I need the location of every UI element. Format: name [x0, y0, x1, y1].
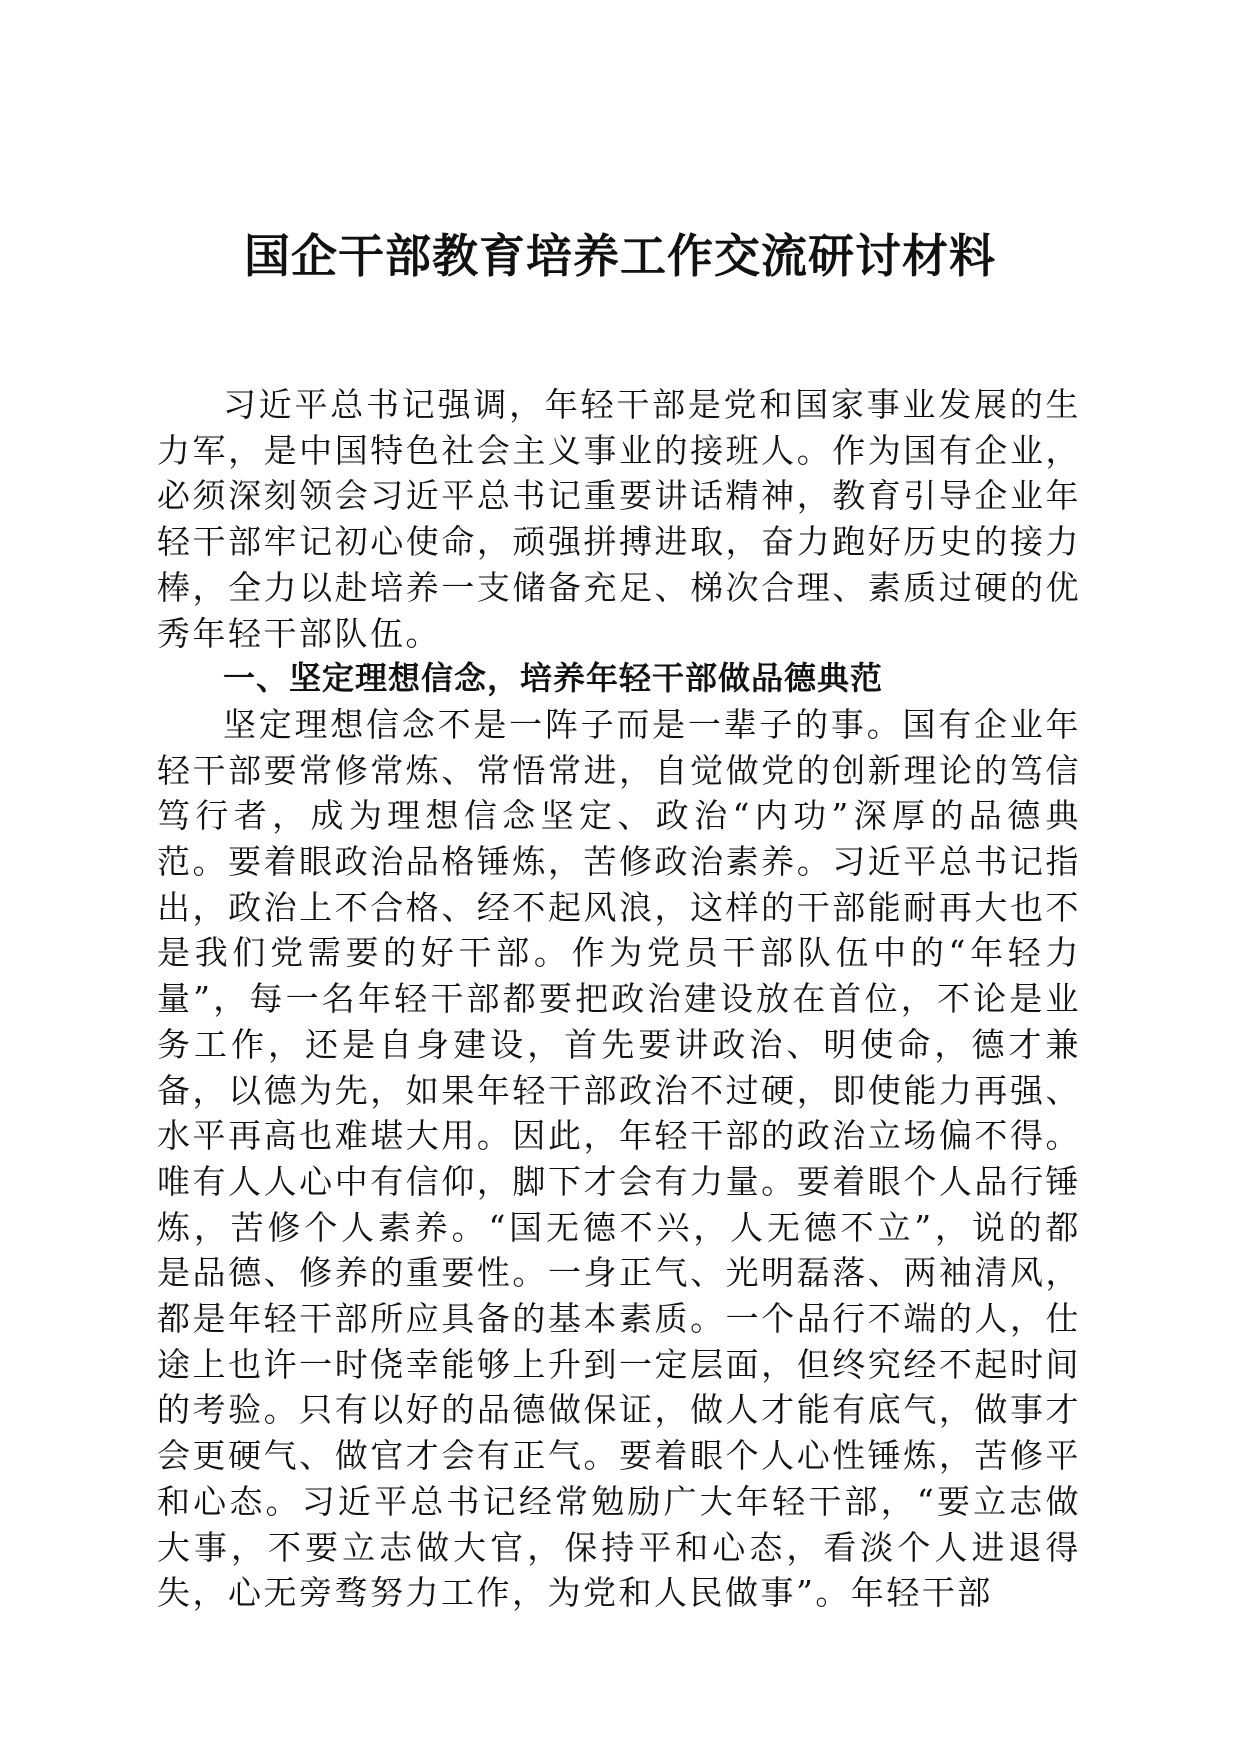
document-title: 国企干部教育培养工作交流研讨材料: [244, 229, 996, 283]
section-1-paragraph: 坚定理想信念不是一阵子而是一辈子的事。国有企业年轻干部要常修常炼、常悟常进，自觉做党的创新理论的笃信笃行者，成为理想信念坚定、政治“内功”深厚的品德典范。要着眼政治品格锤炼，苦修政治素养。习近平总书记指出，政治上不合格、经不起风浪，这样的干部能耐再大也不是我们党需要的好干部。作为党员干部队伍中的“年轻力量”，每一名年轻干部都要把政治建设放在首位，不论是业务工作，还是自身建设，首先要讲政治、明使命，德才兼备，以德为先，如果年轻干部政治不过硬，即使能力再强、水平再高也难堪大用。因此，年轻干部的政治立场偏不得。唯有人人心中有信仰，脚下才会有力量。要着眼个人品行锤炼，苦修个人素养。“国无德不兴，人无德不立”，说的都是品德、修养的重要性。一身正气、光明磊落、两袖清风，都是年轻干部所应具备的基本素质。一个品行不端的人，仕途上也许一时侥幸能够上升到一定层面，但终究经不起时间的考验。只有以好的品德做保证，做人才能有底气，做事才会更硬气、做官才会有正气。要着眼个人心性锤炼，苦修平和心态。习近平总书记经常勉励广大年轻干部，“要立志做大事，不要立志做大官，保持平和心态，看淡个人进退得失，心无旁骛努力工作，为党和人民做事”。年轻干部: [157, 704, 1081, 1613]
section-1-heading: 一、坚定理想信念，培养年轻干部做品德典范: [223, 659, 884, 698]
intro-paragraph: 习近平总书记强调，年轻干部是党和国家事业发展的生力军，是中国特色社会主义事业的接班人。作为国有企业，必须深刻领会习近平总书记重要讲话精神，教育引导企业年轻干部牢记初心使命，顽强拼搏进取，奋力跑好历史的接力棒，全力以赴培养一支储备充足、梯次合理、素质过硬的优秀年轻干部队伍。: [157, 385, 1081, 653]
document-body: [157, 382, 1081, 1616]
